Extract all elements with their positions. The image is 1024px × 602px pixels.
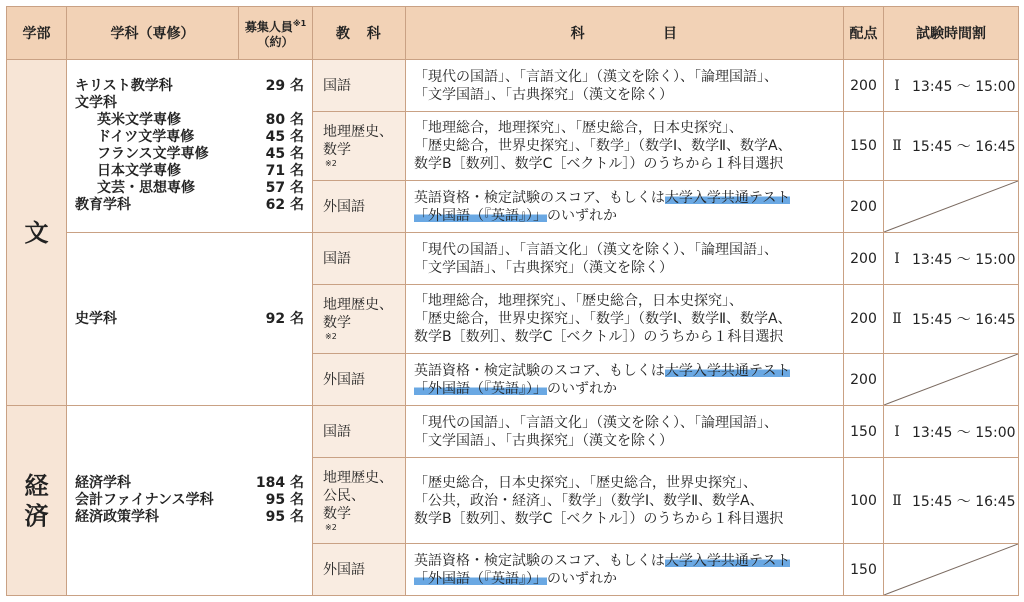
dept-count: 95 名 xyxy=(265,509,304,525)
table-row xyxy=(7,233,1019,285)
kyoka-label: 公民、 xyxy=(323,487,365,504)
dept-row xyxy=(75,509,304,526)
dept-row xyxy=(75,475,304,492)
kyoka-note: ※2 xyxy=(325,522,337,532)
kamoku-text: のいずれか xyxy=(547,570,617,587)
kamoku-line: 数学B［数列］、数学C［ベクトル］）のうちから１科目選択 xyxy=(414,156,784,172)
period-number: Ⅱ xyxy=(892,138,902,154)
period-number: Ⅰ xyxy=(894,77,900,94)
kamoku-line: 「現代の国語」、「言語文化」（漢文を除く）、「論理国語」、 xyxy=(414,414,778,431)
empty-slash-cell xyxy=(884,354,1019,406)
dept-name: キリスト教学科 xyxy=(75,78,173,94)
haiten-cell: 200 xyxy=(844,285,884,354)
kamoku-line: 数学B［数列］、数学C［ベクトル］）のうちから１科目選択 xyxy=(414,329,784,345)
kamoku-line: 「文学国語」、「古典探究」（漢文を除く） xyxy=(414,86,673,103)
haiten-cell: 200 xyxy=(844,181,884,233)
dept-count: 184 名 xyxy=(255,475,304,491)
kyoka-cell: 国語 xyxy=(313,60,406,112)
kyoka-label: 数学 xyxy=(323,505,351,522)
dept-count: 95 名 xyxy=(265,492,304,508)
dept-name: 文芸・思想専修 xyxy=(97,180,195,196)
dept-count: 57 名 xyxy=(265,180,304,196)
jikan-cell xyxy=(884,406,1019,458)
highlight-mark: 大学入学共通テスト xyxy=(664,362,791,379)
dept-name: フランス文学専修 xyxy=(97,146,209,162)
header-gakubu: 学部 xyxy=(7,7,67,60)
kyoka-label: 地理歴史、 xyxy=(323,469,393,486)
period-number: Ⅰ xyxy=(894,423,900,440)
kamoku-text: のいずれか xyxy=(547,380,617,397)
dept-count: 62 名 xyxy=(265,197,304,213)
kamoku-line: 「文学国語」、「古典探究」（漢文を除く） xyxy=(414,432,673,449)
haiten-cell: 200 xyxy=(844,60,884,112)
dept-row xyxy=(75,197,304,214)
dept-name: ドイツ文学専修 xyxy=(97,129,195,145)
header-kamoku-label: 科 目 xyxy=(570,26,679,42)
dept-row xyxy=(75,95,304,112)
kamoku-line: 「地理総合，地理探究」、「歴史総合，日本史探究」、 xyxy=(414,293,743,309)
empty-slash-cell xyxy=(884,181,1019,233)
diagonal-line xyxy=(884,354,1018,405)
header-kyoka xyxy=(313,7,406,60)
faculty-keizai xyxy=(7,406,67,596)
dept-row xyxy=(75,163,304,180)
kamoku-line xyxy=(414,362,835,380)
dept-name: 会計ファイナンス学科 xyxy=(75,492,214,508)
jikan-cell xyxy=(884,60,1019,112)
kamoku-line: 「歴史総合，世界史探究」、「数学」（数学Ⅰ、数学Ⅱ、数学A、 xyxy=(414,311,792,327)
admission-table xyxy=(6,6,1019,596)
dept-row xyxy=(75,78,304,95)
jikan-cell xyxy=(884,285,1019,354)
haiten-cell: 200 xyxy=(844,354,884,406)
period-number: Ⅱ xyxy=(892,492,902,509)
header-boshu-approx: （約） xyxy=(257,35,294,49)
header-boshu xyxy=(239,7,313,60)
kamoku-cell xyxy=(406,60,844,112)
dept-list xyxy=(67,406,313,596)
dept-row xyxy=(75,311,304,328)
table-row xyxy=(7,406,1019,458)
period-time: 15:45 〜 16:45 xyxy=(912,312,1016,328)
kamoku-line: 「歴史総合，日本史探究」、「歴史総合，世界史探究」、 xyxy=(414,474,757,491)
kamoku-line: 「歴史総合，世界史探究」、「数学」（数学Ⅰ、数学Ⅱ、数学A、 xyxy=(414,138,792,154)
kamoku-text: のいずれか xyxy=(547,207,617,224)
kyoka-note: ※2 xyxy=(325,159,337,168)
kamoku-line: 「現代の国語」、「言語文化」（漢文を除く）、「論理国語」、 xyxy=(414,68,778,85)
dept-count: 71 名 xyxy=(265,163,304,179)
dept-row xyxy=(75,129,304,146)
kyoka-cell: 国語 xyxy=(313,233,406,285)
kamoku-line: 「現代の国語」、「言語文化」（漢文を除く）、「論理国語」、 xyxy=(414,241,778,258)
kamoku-text: 英語資格・検定試験のスコア、もしくは xyxy=(414,189,665,206)
highlight-mark: 「外国語（『英語』）」 xyxy=(414,570,547,587)
empty-slash-cell xyxy=(884,544,1019,596)
dept-count: 45 名 xyxy=(265,146,304,162)
kamoku-cell xyxy=(406,458,844,544)
period-time: 13:45 〜 15:00 xyxy=(912,251,1016,268)
haiten-cell: 150 xyxy=(844,112,884,181)
dept-list xyxy=(67,60,313,233)
kamoku-line: 数学B［数列］、数学C［ベクトル］）のうちから１科目選択 xyxy=(414,510,784,527)
kyoka-label: 地理歴史、数学 xyxy=(323,297,393,331)
dept-name: 英米文学専修 xyxy=(97,112,181,128)
dept-row xyxy=(75,180,304,197)
faculty-name-char: 済 xyxy=(24,501,49,530)
kyoka-cell xyxy=(313,285,406,354)
period-number: Ⅰ xyxy=(894,250,900,267)
faculty-bun: 文 xyxy=(7,60,67,406)
jikan-cell xyxy=(884,458,1019,544)
header-kyoka-label: 教 科 xyxy=(335,26,383,42)
kamoku-cell xyxy=(406,285,844,354)
highlight-mark: 「外国語（『英語』）」 xyxy=(414,380,547,397)
period-time: 13:45 〜 15:00 xyxy=(912,424,1016,441)
kyoka-cell xyxy=(313,112,406,181)
highlight-mark: 大学入学共通テスト xyxy=(664,189,791,206)
kamoku-text: 英語資格・検定試験のスコア、もしくは xyxy=(414,362,665,379)
dept-list xyxy=(67,233,313,406)
kamoku-line: 「文学国語」、「古典探究」（漢文を除く） xyxy=(414,259,673,276)
dept-count: 45 名 xyxy=(265,129,304,145)
kamoku-line xyxy=(414,380,835,398)
kyoka-cell: 外国語 xyxy=(313,354,406,406)
jikan-cell xyxy=(884,112,1019,181)
kamoku-cell xyxy=(406,406,844,458)
dept-name: 経済政策学科 xyxy=(75,509,159,525)
kyoka-cell: 国語 xyxy=(313,406,406,458)
period-number: Ⅱ xyxy=(892,311,902,327)
haiten-cell: 150 xyxy=(844,406,884,458)
kamoku-line xyxy=(414,570,835,588)
kyoka-cell xyxy=(313,458,406,544)
kamoku-cell xyxy=(406,354,844,406)
kamoku-line xyxy=(414,207,835,225)
header-kamoku xyxy=(406,7,844,60)
header-jikan: 試験時間割 xyxy=(884,7,1019,60)
period-time: 15:45 〜 16:45 xyxy=(912,139,1016,155)
kamoku-line xyxy=(414,552,835,570)
header-gakka: 学科（専修） xyxy=(67,7,239,60)
dept-row xyxy=(75,112,304,129)
diagonal-line xyxy=(884,544,1018,595)
faculty-name-char: 経 xyxy=(24,471,49,500)
kamoku-line xyxy=(414,189,835,207)
kyoka-label: 地理歴史、数学 xyxy=(323,124,393,158)
header-boshu-label: 募集人員 xyxy=(244,20,293,34)
highlight-mark: 「外国語（『英語』）」 xyxy=(414,207,547,224)
jikan-cell xyxy=(884,233,1019,285)
dept-name: 経済学科 xyxy=(75,475,131,491)
kamoku-cell xyxy=(406,233,844,285)
diagonal-line xyxy=(884,181,1018,232)
dept-name: 教育学科 xyxy=(75,197,131,213)
dept-count: 29 名 xyxy=(265,78,304,94)
dept-count: 80 名 xyxy=(265,112,304,128)
period-time: 13:45 〜 15:00 xyxy=(912,78,1016,95)
highlight-mark: 大学入学共通テスト xyxy=(664,552,791,569)
kyoka-note: ※2 xyxy=(325,332,337,341)
table-row xyxy=(7,60,1019,112)
dept-count: 92 名 xyxy=(265,310,304,327)
header-boshu-note-mark: ※1 xyxy=(292,19,307,28)
dept-name: 史学科 xyxy=(75,310,117,327)
kamoku-text: 英語資格・検定試験のスコア、もしくは xyxy=(414,552,665,569)
kamoku-cell xyxy=(406,181,844,233)
kamoku-cell xyxy=(406,544,844,596)
kamoku-line: 「公共，政治・経済」、「数学」（数学Ⅰ、数学Ⅱ、数学A、 xyxy=(414,492,764,509)
dept-name: 日本文学専修 xyxy=(97,163,181,179)
haiten-cell: 150 xyxy=(844,544,884,596)
dept-row xyxy=(75,146,304,163)
kamoku-cell xyxy=(406,112,844,181)
kamoku-line: 「地理総合，地理探究」、「歴史総合，日本史探究」、 xyxy=(414,120,743,136)
kyoka-cell: 外国語 xyxy=(313,181,406,233)
dept-name: 文学科 xyxy=(75,95,117,111)
header-haiten: 配点 xyxy=(844,7,884,60)
dept-row xyxy=(75,492,304,509)
haiten-cell: 200 xyxy=(844,233,884,285)
header-row xyxy=(7,7,1019,60)
kyoka-cell: 外国語 xyxy=(313,544,406,596)
period-time: 15:45 〜 16:45 xyxy=(912,493,1016,510)
haiten-cell: 100 xyxy=(844,458,884,544)
